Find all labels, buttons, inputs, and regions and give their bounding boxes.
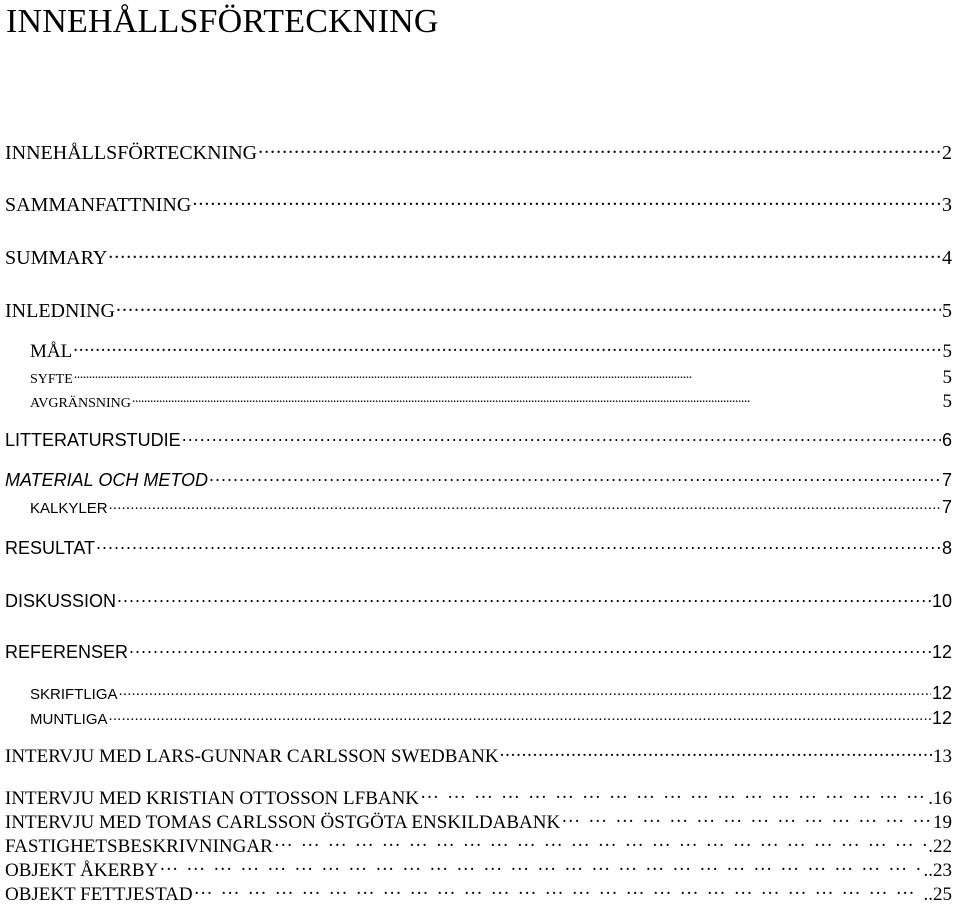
- toc-entry-page: 12: [931, 683, 952, 703]
- toc-entry-page: 5: [942, 341, 952, 362]
- toc-entry-page: 7: [941, 497, 952, 517]
- toc-entry-page: 12: [931, 642, 952, 662]
- toc-subentry[interactable]: [30, 367, 952, 389]
- toc-entry-label: REFERENSER: [5, 642, 129, 662]
- toc-leader: [117, 589, 931, 607]
- toc-leader: [108, 244, 941, 264]
- toc-entry-label: SKRIFTLIGA: [30, 686, 118, 703]
- toc-entry-label: INTERVJU MED KRISTIAN OTTOSSON LFBANK: [5, 788, 420, 809]
- toc-subentry[interactable]: [30, 497, 952, 518]
- toc-entry-page: ..25: [923, 884, 952, 905]
- toc-leader: [109, 709, 931, 724]
- toc-entry-label: INTERVJU MED TOMAS CARLSSON ÖSTGÖTA ENSKILDABANK: [5, 812, 561, 833]
- toc-entry-page: 12: [931, 708, 952, 728]
- toc-subentry[interactable]: [30, 708, 952, 729]
- toc-entry-label: KALKYLER: [30, 500, 108, 517]
- toc-entry-label: OBJEKT ÅKERBY: [5, 860, 159, 881]
- toc-leader: [500, 743, 932, 762]
- toc-leader: [420, 785, 927, 804]
- toc-entry[interactable]: [5, 809, 952, 834]
- toc-entry-label: INTERVJU MED LARS-GUNNAR CARLSSON SWEDBANK: [5, 746, 499, 767]
- toc-entry-page: 6: [941, 430, 952, 450]
- toc-entry[interactable]: [5, 244, 952, 270]
- toc-entry-page: 5: [942, 367, 952, 388]
- toc-leader: [132, 393, 942, 407]
- toc-entry-page: 4: [942, 247, 952, 269]
- toc-entry-page: 19: [933, 812, 952, 833]
- toc-entry-label: SAMMANFATTNING: [5, 194, 192, 216]
- toc-entry[interactable]: [5, 139, 952, 165]
- toc-entry[interactable]: [5, 743, 952, 768]
- toc-entry[interactable]: [5, 468, 952, 491]
- toc-entry[interactable]: [5, 640, 952, 663]
- toc-leader: [192, 191, 941, 211]
- toc-leader: [194, 881, 923, 900]
- toc-entry-page: .16: [928, 788, 952, 809]
- toc-leader: [73, 338, 941, 357]
- toc-entry[interactable]: [5, 297, 952, 323]
- toc-entry-page: 5: [942, 391, 952, 412]
- toc-leader: [274, 833, 927, 852]
- toc-entry-label: AVGRÄNSNING: [30, 396, 131, 411]
- toc-entry-label: INLEDNING: [5, 300, 115, 322]
- toc-entry-page: 10: [931, 591, 952, 611]
- toc-entry-page: 8: [941, 538, 952, 558]
- toc-leader: [109, 498, 941, 513]
- toc-leader: [258, 139, 941, 159]
- toc-entry-page: 7: [941, 470, 952, 490]
- toc-entry-label: OBJEKT FETTJESTAD: [5, 884, 193, 905]
- toc-entry[interactable]: [5, 881, 952, 906]
- toc-entry-label: MATERIAL OCH METOD: [5, 470, 209, 490]
- toc-entry-label: DISKUSSION: [5, 591, 117, 611]
- toc-entry-page: 13: [933, 746, 952, 767]
- page-title: INNEHÅLLSFÖRTECKNING: [6, 3, 439, 40]
- toc-entry-label: SUMMARY: [5, 247, 108, 269]
- toc-leader: [96, 536, 941, 554]
- toc-subentry[interactable]: [30, 338, 952, 363]
- toc-entry-page: .22: [928, 836, 952, 857]
- toc-entry[interactable]: [5, 536, 952, 559]
- toc-entry-label: MÅL: [30, 341, 73, 362]
- toc-entry-page: ..23: [923, 860, 952, 881]
- toc-entry[interactable]: [5, 833, 952, 858]
- toc-leader: [119, 684, 931, 699]
- toc-leader: [116, 297, 941, 317]
- toc-leader: [129, 640, 931, 658]
- toc-subentry[interactable]: [30, 683, 952, 704]
- toc-leader: [561, 809, 932, 828]
- toc-entry-label: LITTERATURSTUDIE: [5, 430, 181, 450]
- toc-leader: [182, 428, 941, 446]
- toc-entry-label: SYFTE: [30, 372, 73, 387]
- toc-leader: [74, 369, 942, 383]
- toc-leader: [209, 468, 941, 486]
- toc-subentry[interactable]: [30, 391, 952, 413]
- toc-entry-label: FASTIGHETSBESKRIVNINGAR: [5, 836, 273, 857]
- toc-entry-page: 5: [942, 300, 952, 322]
- toc-entry-label: MUNTLIGA: [30, 711, 108, 728]
- toc-entry-label: RESULTAT: [5, 538, 96, 558]
- toc-entry-page: 3: [942, 194, 952, 216]
- toc-entry[interactable]: [5, 589, 952, 612]
- toc-entry[interactable]: [5, 857, 952, 882]
- toc-entry[interactable]: [5, 785, 952, 810]
- toc-entry-page: 2: [942, 142, 952, 164]
- toc-entry[interactable]: [5, 428, 952, 451]
- toc-leader: [159, 857, 922, 876]
- toc-entry-label: INNEHÅLLSFÖRTECKNING: [5, 142, 258, 164]
- toc-entry[interactable]: [5, 191, 952, 217]
